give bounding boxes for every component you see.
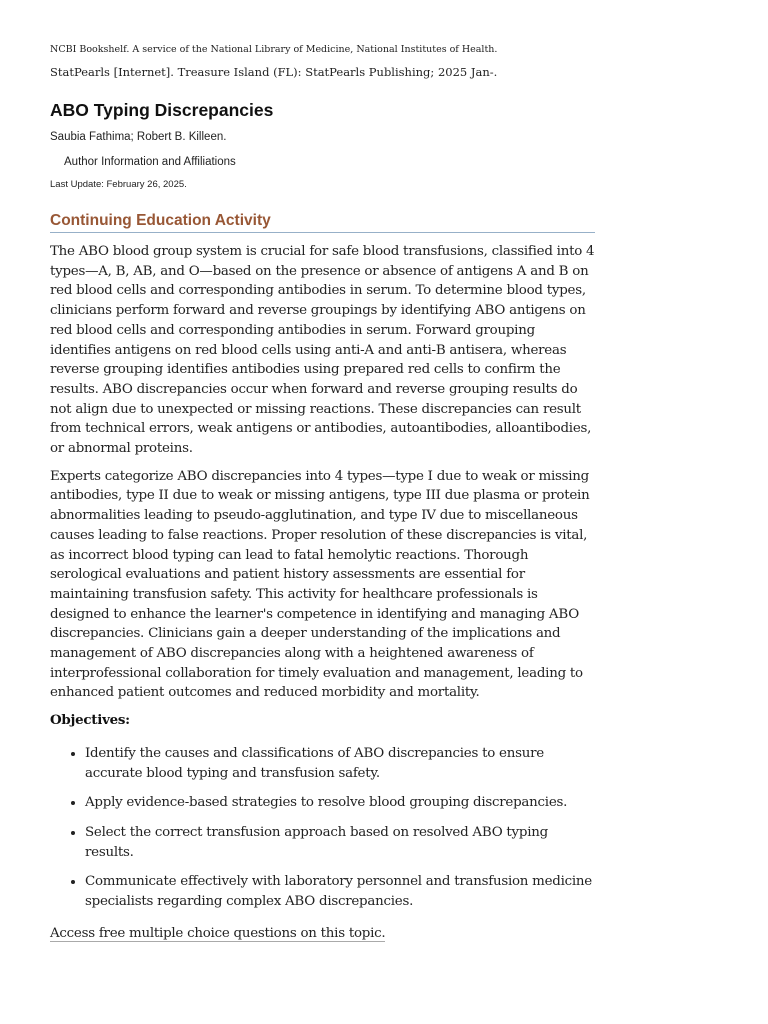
article-content xyxy=(50,44,595,944)
objectives-list xyxy=(50,744,595,912)
paragraph: Experts categorize ABO discrepancies into 4 types—type I due to weak or missing antibodies, type II due to weak or missing antigens, type III due plasma or protein abnormalities leading to pseudo-agglutination, and type IV due to miscellaneous causes leading to false reactions. Proper resolution of these discrepancies is vital, as incorrect blood typing can lead to fatal hemolytic reactions. Thorough serological evaluations and patient history assessments are essential for maintaining transfusion safety. This activity for healthcare professionals is designed to enhance the learner's competence in identifying and managing ABO discrepancies. Clinicians gain a deeper understanding of the implications and management of ABO discrepancies along with a heightened awareness of interprofessional collaboration for timely evaluation and management, leading to enhanced patient outcomes and reduced morbidity and mortality. xyxy=(50,468,590,701)
objective-item: • Select the correct transfusion approach based on resolved ABO typing results. xyxy=(85,823,595,862)
section-heading: Continuing Education Activity xyxy=(50,211,595,233)
objective-item: • Identify the causes and classifications of ABO discrepancies to ensure accurate blood typing and transfusion safety. xyxy=(85,744,595,783)
paragraph: The ABO blood group system is crucial for safe blood transfusions, classified into 4 types—A, B, AB, and O—based on the presence or absence of antigens A and B on red blood cells and corresponding antibodies in serum. To determine blood types, clinicians perform forward and reverse groupings by identifying ABO antigens on red blood cells and corresponding antibodies in serum. Forward grouping identifies antigens on red blood cells using anti-A and anti-B antisera, whereas reverse grouping identifies antibodies using prepared red cells to confirm the results. ABO discrepancies occur when forward and reverse grouping results do not align due to unexpected or missing reactions. These discrepancies can result from technical errors, weak antigens or antibodies, autoantibodies, alloantibodies, or abnormal proteins. xyxy=(50,244,595,457)
authors: Saubia Fathima; Robert B. Killeen. xyxy=(50,131,227,143)
author-affiliations-link[interactable]: Author Information and Affiliations xyxy=(64,156,236,168)
objectives-label: Objectives: xyxy=(50,712,130,729)
mcq-link[interactable]: Access free multiple choice questions on this topic. xyxy=(50,925,386,941)
objective-item: • Apply evidence-based strategies to resolve blood grouping discrepancies. xyxy=(85,793,595,813)
bookshelf-note: NCBI Bookshelf. A service of the National Library of Medicine, National Institutes of Health. xyxy=(50,44,498,55)
citation: StatPearls [Internet]. Treasure Island (FL): StatPearls Publishing; 2025 Jan-. xyxy=(50,65,498,79)
last-update: Last Update: February 26, 2025. xyxy=(50,179,187,190)
objective-item: • Communicate effectively with laboratory personnel and transfusion medicine specialists regarding complex ABO discrepancies. xyxy=(85,872,595,911)
page-title: ABO Typing Discrepancies xyxy=(50,100,274,120)
